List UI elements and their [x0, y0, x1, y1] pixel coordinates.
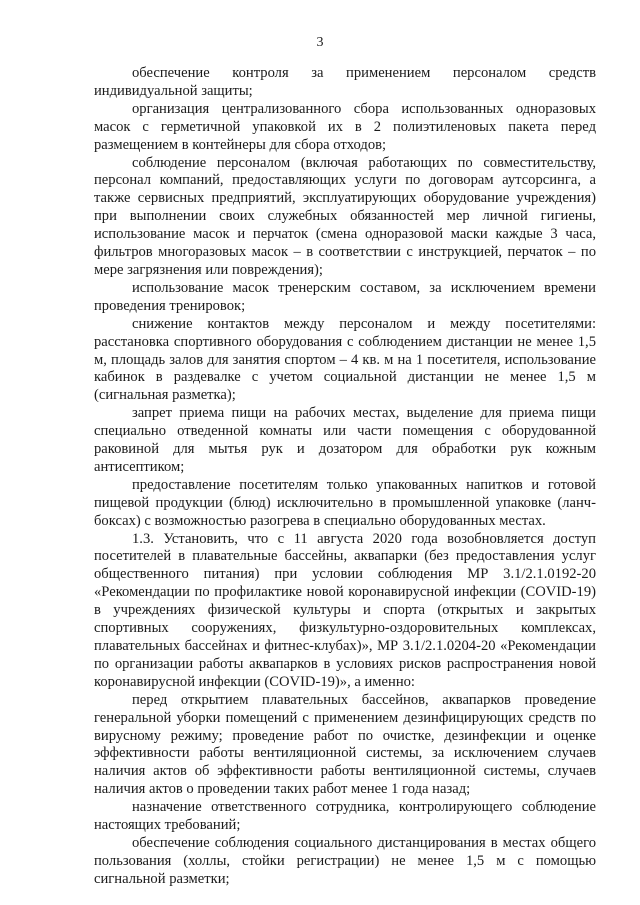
paragraph-staff-hygiene: соблюдение персоналом (включая работающих по совместительству, персонал компаний, предоставляющих услуги по договорам аутсорсинга, а также сервисных предприятий, эксплуатирующих оборудование учреждения) при выполнении своих служебных обязанностей мер личной гигиены, использование масок и перчаток (смена одноразовой маски каждые 3 часа, фильтров многоразовых масок – в соответствии с инструкцией, перчаток – по мере загрязнения или повреждения); [94, 154, 596, 278]
paragraph-ppe-control: обеспечение контроля за применением персоналом средств индивидуальной защиты; [94, 65, 596, 99]
paragraph-packaged-food: предоставление посетителям только упакованных напитков и готовой пищевой продукции (блюд) исключительно в промышленной упаковке (ланч-боксах) с возможностью разогрева в специально оборудованных местах. [94, 476, 596, 529]
paragraph-coach-masks: использование масок тренерским составом, за исключением времени проведения тренировок; [94, 279, 596, 314]
paragraph-section-1-3: 1.3. Установить, что с 11 августа 2020 года возобновляется доступ посетителей в плавательные бассейны, аквапарки (без предоставления услуг общественного питания) при условии соблюдения МР 3.1/2.1.0192-20 «Рекомендации по профилактике новой коронавирусной инфекции (COVID-19) в учреждениях физической культуры и спорта (открытых и закрытых спортивных сооружениях, физкультурно-оздоровительных комплексах, плавательных бассейнах и фитнес-клубах)», МР 3.1/2.1.0204-20 «Рекомендации по организации работы аквапарков в условиях рисков распространения новой коронавирусной инфекции (COVID-19)», а именно: [94, 530, 596, 690]
paragraph-general-cleaning: перед открытием плавательных бассейнов, аквапарков проведение генеральной уборки помещений с применением дезинфицирующих средств по вирусному режиму; проведение работ по очистке, дезинфекции и оценке эффективности работы вентиляционной системы, за исключением случаев наличия актов об эффективности работы вентиляционной системы, случаев наличия актов о проведении таких работ менее 1 года назад; [94, 691, 596, 798]
paragraph-social-distancing: обеспечение соблюдения социального дистанцирования в местах общего пользования (холлы, стойки регистрации) не менее 1,5 м с помощью сигнальной разметки; [94, 834, 596, 887]
paragraph-responsible-employee: назначение ответственного сотрудника, контролирующего соблюдение настоящих требований; [94, 799, 596, 834]
paragraph-eating-ban: запрет приема пищи на рабочих местах, выделение для приема пищи специально отведенной комнаты или части помещения с оборудованной раковиной для мытья рук и дозатором для обработки рук кожным антисептиком; [94, 405, 596, 475]
paragraph-contact-reduction: снижение контактов между персоналом и между посетителями: расстановка спортивного оборудования с соблюдением дистанции не менее 1,5 м, площадь залов для занятия спортом – 4 кв. м на 1 посетителя, использование кабинок в раздевалке с учетом социальной дистанции не менее 1,5 м (сигнальная разметка); [94, 315, 596, 404]
page-number: 3 [316, 35, 324, 50]
document-body [94, 65, 596, 889]
paragraph-mask-collection: организация централизованного сбора использованных одноразовых масок с герметичной упаковкой их в 2 полиэтиленовых пакета перед размещением в контейнеры для сбора отходов; [94, 100, 596, 153]
